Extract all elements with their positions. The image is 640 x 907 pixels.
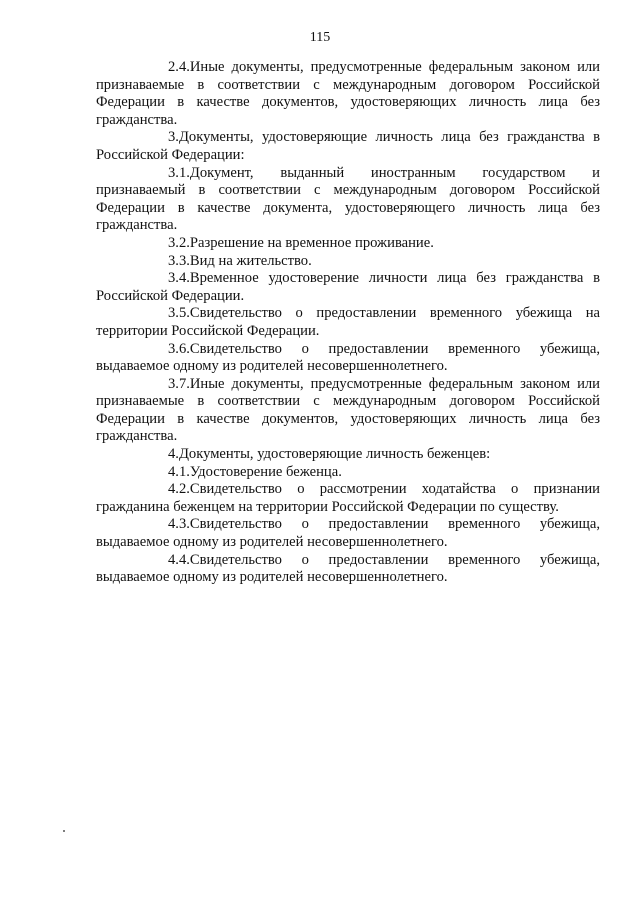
paragraph-number: 4.2. — [168, 481, 190, 498]
paragraph-3-7 — [96, 376, 600, 446]
paragraph-3-1 — [96, 165, 600, 235]
paragraph-text: Удостоверение беженца. — [189, 463, 342, 480]
paragraph-number: 4.4. — [168, 551, 190, 568]
page-number: 115 — [309, 30, 331, 45]
paragraph-4-2 — [96, 481, 600, 516]
paragraph-text: Временное удостоверение личности лица без гражданства в Российской Федерации. — [96, 270, 600, 304]
paragraph-text: Документы, удостоверяющие личность беженцев: — [178, 446, 491, 463]
paragraph-3-6 — [96, 341, 600, 376]
paragraph-4-4 — [96, 552, 600, 587]
paragraph-2-4 — [96, 59, 600, 129]
paragraph-number: 3.4. — [168, 270, 190, 287]
paragraph-3-5 — [96, 305, 600, 340]
paragraph-4-3 — [96, 516, 600, 551]
paragraph-4 — [96, 446, 600, 464]
paragraph-text: Документ, выданный иностранным государством и признаваемый в соответствии с международным договором Российской Федерации в качестве документа, удостоверяющего личность лица без гражданства. — [96, 164, 600, 234]
paragraph-text: Документы, удостоверяющие личность лица без гражданства в Российской Федерации: — [96, 129, 600, 163]
paragraph-number: 3.7. — [168, 375, 190, 392]
paragraph-number: 3. — [168, 129, 179, 146]
paragraph-text: Вид на жительство. — [189, 252, 312, 269]
paragraph-number: 4.3. — [168, 516, 190, 533]
paragraph-number: 4. — [168, 446, 179, 463]
paragraph-number: 3.3. — [168, 252, 190, 269]
paragraph-text: Свидетельство о предоставлении временного убежища, выдаваемое одному из родителей несовершеннолетнего. — [96, 551, 600, 586]
paragraph-number: 3.2. — [168, 234, 190, 251]
paragraph-text: Свидетельство о рассмотрении ходатайства о признании гражданина беженцем на территории Российской Федерации по существу. — [96, 481, 600, 515]
scan-speck — [63, 830, 65, 832]
paragraph-number: 3.6. — [168, 340, 190, 357]
paragraph-number: 3.1. — [168, 164, 190, 181]
paragraph-3-4 — [96, 270, 600, 305]
paragraph-3-3 — [96, 253, 600, 271]
paragraph-3-2 — [96, 235, 600, 253]
paragraph-3 — [96, 129, 600, 164]
paragraph-number: 3.5. — [168, 305, 190, 322]
paragraph-text: Свидетельство о предоставлении временного убежища, выдаваемое одному из родителей несовершеннолетнего. — [96, 340, 600, 375]
paragraph-text: Иные документы, предусмотренные федеральным законом или признаваемые в соответствии с международным договором Российской Федерации в качестве документов, удостоверяющих личность лица без гражданства. — [96, 375, 600, 445]
paragraph-text: Свидетельство о предоставлении временного убежища, выдаваемое одному из родителей несовершеннолетнего. — [96, 516, 600, 551]
paragraph-4-1 — [96, 464, 600, 482]
paragraph-text: Иные документы, предусмотренные федеральным законом или признаваемые в соответствии с международным договором Российской Федерации в качестве документов, удостоверяющих личность лица без гражданства. — [96, 59, 600, 128]
document-body — [96, 59, 600, 587]
paragraph-text: Разрешение на временное проживание. — [189, 234, 434, 251]
paragraph-number: 4.1. — [168, 463, 190, 480]
paragraph-text: Свидетельство о предоставлении временного убежища на территории Российской Федерации. — [96, 305, 600, 339]
paragraph-number: 2.4. — [168, 59, 190, 75]
